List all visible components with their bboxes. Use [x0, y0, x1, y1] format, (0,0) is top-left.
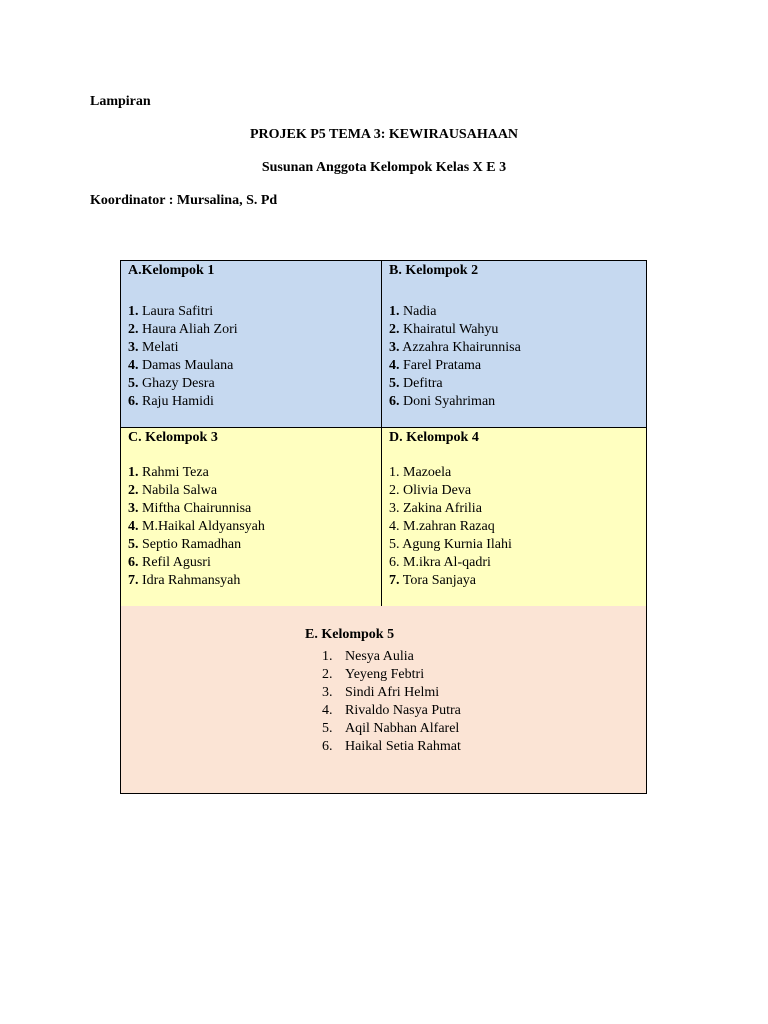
member-list-2	[389, 303, 521, 411]
group-heading-1: A.Kelompok 1	[128, 263, 215, 278]
group-cell-2	[382, 261, 646, 428]
group-cell-5	[121, 606, 646, 793]
list-item: 3. Azzahra Khairunnisa	[389, 340, 521, 355]
document-title: PROJEK P5 TEMA 3: KEWIRAUSAHAAN	[249, 127, 519, 142]
list-item: 3. Sindi Afri Helmi	[322, 685, 440, 700]
list-item: 6. Haikal Setia Rahmat	[322, 739, 461, 754]
list-item: 5. Septio Ramadhan	[128, 537, 242, 552]
list-item: 6. Raju Hamidi	[128, 394, 214, 409]
list-item: 4. Damas Maulana	[128, 358, 234, 373]
list-item: 4. M.Haikal Aldyansyah	[128, 519, 265, 534]
group-heading-2: B. Kelompok 2	[389, 263, 479, 278]
group-heading-5: E. Kelompok 5	[305, 627, 395, 642]
coordinator-line: Koordinator : Mursalina, S. Pd	[90, 193, 278, 208]
list-item: 7. Idra Rahmansyah	[128, 573, 241, 588]
group-cell-4	[382, 428, 646, 606]
list-item: 6. Doni Syahriman	[389, 394, 496, 409]
list-item: 3. Miftha Chairunnisa	[128, 501, 252, 516]
lampiran-label: Lampiran	[90, 94, 151, 109]
list-item: 5. Agung Kurnia Ilahi	[389, 537, 512, 552]
list-item: 2. Khairatul Wahyu	[389, 322, 499, 337]
list-item: 1. Nadia	[389, 304, 437, 319]
list-item: 1. Rahmi Teza	[128, 465, 209, 480]
list-item: 5. Ghazy Desra	[128, 376, 215, 391]
list-item: 4. M.zahran Razaq	[389, 519, 495, 534]
list-item: 6. M.ikra Al-qadri	[389, 555, 491, 570]
document-subtitle: Susunan Anggota Kelompok Kelas X E 3	[261, 160, 507, 175]
list-item: 1. Nesya Aulia	[322, 649, 414, 664]
list-item: 1. Mazoela	[389, 465, 452, 480]
member-list-1	[128, 303, 238, 411]
list-item: 2. Yeyeng Febtri	[322, 667, 425, 682]
list-item: 4. Farel Pratama	[389, 358, 482, 373]
list-item: 2. Olivia Deva	[389, 483, 472, 498]
list-item: 2. Haura Aliah Zori	[128, 322, 238, 337]
group-heading-3: C. Kelompok 3	[128, 430, 218, 445]
list-item: 3. Melati	[128, 340, 179, 355]
list-item: 5. Aqil Nabhan Alfarel	[322, 721, 460, 736]
group-table	[120, 260, 647, 794]
group-cell-3	[121, 428, 382, 606]
list-item: 7. Tora Sanjaya	[389, 573, 477, 588]
member-list-5	[322, 648, 461, 756]
group-heading-4: D. Kelompok 4	[389, 430, 479, 445]
group-cell-1	[121, 261, 382, 428]
list-item: 1. Laura Safitri	[128, 304, 214, 319]
list-item: 2. Nabila Salwa	[128, 483, 218, 498]
list-item: 4. Rivaldo Nasya Putra	[322, 703, 461, 718]
member-list-3	[128, 464, 265, 590]
list-item: 5. Defitra	[389, 376, 443, 391]
list-item: 3. Zakina Afrilia	[389, 501, 482, 516]
list-item: 6. Refil Agusri	[128, 555, 211, 570]
member-list-4	[389, 464, 512, 590]
